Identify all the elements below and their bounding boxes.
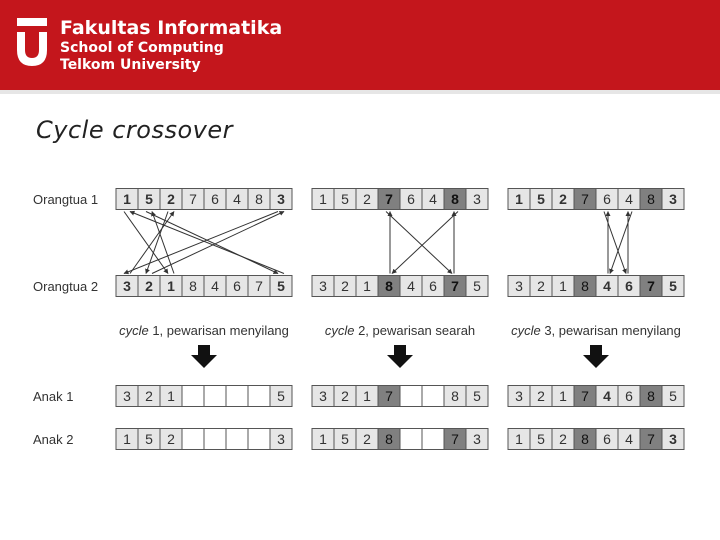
caption-text: 1, pewarisan menyilang	[148, 323, 289, 338]
gene-value: 5	[537, 191, 545, 207]
gene-cell	[422, 386, 444, 407]
gene-value: 7	[647, 431, 655, 447]
gene-value: 3	[277, 191, 285, 207]
gene-value: 5	[537, 431, 545, 447]
gene-value: 4	[603, 278, 611, 294]
gene-value: 4	[407, 278, 415, 294]
gene-value: 3	[669, 431, 677, 447]
gene-value: 4	[603, 388, 611, 404]
page-title: Cycle crossover	[36, 116, 233, 144]
gene-value: 6	[625, 278, 633, 294]
gene-value: 5	[341, 431, 349, 447]
gene-value: 6	[603, 431, 611, 447]
gene-value: 4	[625, 191, 633, 207]
gene-cell	[204, 429, 226, 450]
gene-value: 6	[211, 191, 219, 207]
cycle-arrow	[152, 212, 284, 274]
gene-value: 3	[473, 431, 481, 447]
gene-value: 7	[189, 191, 197, 207]
gene-value: 1	[123, 191, 131, 207]
gene-value: 2	[341, 388, 349, 404]
gene-value: 7	[385, 388, 393, 404]
gene-cell	[204, 386, 226, 407]
gene-value: 4	[211, 278, 219, 294]
gene-value: 3	[515, 278, 523, 294]
gene-value: 5	[341, 191, 349, 207]
gene-value: 8	[581, 431, 589, 447]
gene-value: 2	[341, 278, 349, 294]
gene-cell	[182, 386, 204, 407]
gene-cell	[182, 429, 204, 450]
row-label-child2: Anak 2	[33, 432, 74, 447]
gene-value: 1	[559, 388, 567, 404]
down-arrow-icon	[387, 345, 413, 368]
gene-value: 8	[581, 278, 589, 294]
gene-value: 3	[319, 278, 327, 294]
gene-value: 5	[669, 278, 677, 294]
gene-value: 2	[167, 431, 175, 447]
cycle-arrow	[130, 212, 284, 274]
gene-value: 5	[669, 388, 677, 404]
gene-value: 5	[145, 191, 153, 207]
gene-value: 8	[451, 388, 459, 404]
gene-value: 5	[145, 431, 153, 447]
gene-value: 1	[167, 278, 175, 294]
cycle-arrow	[610, 212, 632, 274]
gene-value: 3	[669, 191, 677, 207]
gene-value: 2	[559, 191, 567, 207]
gene-value: 6	[429, 278, 437, 294]
faculty-name: Fakultas Informatika	[60, 17, 283, 39]
row-label-child1: Anak 1	[33, 389, 74, 404]
gene-value: 8	[255, 191, 263, 207]
down-arrow-icon	[583, 345, 609, 368]
panel-caption	[119, 323, 289, 338]
gene-value: 1	[123, 431, 131, 447]
row-label-parent1: Orangtua 1	[33, 192, 99, 207]
gene-value: 8	[647, 388, 655, 404]
panel-caption	[511, 323, 681, 338]
caption-text: 3, pewarisan menyilang	[540, 323, 681, 338]
gene-value: 7	[647, 278, 655, 294]
gene-value: 1	[319, 191, 327, 207]
gene-value: 7	[451, 278, 459, 294]
gene-value: 1	[167, 388, 175, 404]
gene-value: 1	[515, 191, 523, 207]
gene-value: 6	[407, 191, 415, 207]
gene-value: 2	[363, 191, 371, 207]
gene-value: 2	[145, 278, 153, 294]
gene-cell	[226, 429, 248, 450]
gene-value: 6	[625, 388, 633, 404]
gene-cell	[400, 386, 422, 407]
gene-cell	[400, 429, 422, 450]
gene-value: 4	[233, 191, 241, 207]
gene-cell	[226, 386, 248, 407]
gene-value: 2	[537, 388, 545, 404]
gene-value: 3	[319, 388, 327, 404]
caption-cycle-word: cycle	[119, 323, 149, 338]
gene-value: 8	[647, 191, 655, 207]
gene-value: 5	[277, 388, 285, 404]
gene-value: 2	[363, 431, 371, 447]
university-name: Telkom University	[60, 57, 201, 73]
gene-value: 8	[451, 191, 459, 207]
gene-value: 3	[123, 278, 131, 294]
gene-value: 2	[559, 431, 567, 447]
cycle-arrow	[386, 212, 452, 274]
caption-cycle-word: cycle	[511, 323, 541, 338]
gene-value: 7	[581, 388, 589, 404]
gene-value: 5	[277, 278, 285, 294]
gene-value: 3	[123, 388, 131, 404]
gene-value: 3	[277, 431, 285, 447]
gene-value: 7	[255, 278, 263, 294]
gene-value: 8	[385, 431, 393, 447]
down-arrow-icon	[191, 345, 217, 368]
gene-value: 6	[233, 278, 241, 294]
caption-text: 2, pewarisan searah	[354, 323, 476, 338]
gene-cell	[248, 429, 270, 450]
gene-value: 1	[319, 431, 327, 447]
gene-value: 8	[385, 278, 393, 294]
caption-cycle-word: cycle	[324, 323, 355, 338]
gene-value: 8	[189, 278, 197, 294]
gene-value: 2	[145, 388, 153, 404]
school-name: School of Computing	[60, 40, 224, 56]
gene-value: 1	[363, 388, 371, 404]
gene-cell	[248, 386, 270, 407]
cycle-arrow	[124, 212, 278, 274]
cycle-arrow	[392, 212, 458, 274]
gene-value: 4	[429, 191, 437, 207]
cycle-arrow	[146, 212, 168, 274]
gene-value: 2	[537, 278, 545, 294]
gene-value: 1	[559, 278, 567, 294]
gene-value: 4	[625, 431, 633, 447]
gene-value: 3	[473, 191, 481, 207]
gene-value: 7	[451, 431, 459, 447]
gene-cell	[422, 429, 444, 450]
gene-value: 6	[603, 191, 611, 207]
gene-value: 7	[581, 191, 589, 207]
cycle-arrow	[146, 212, 278, 274]
gene-value: 3	[515, 388, 523, 404]
gene-value: 1	[515, 431, 523, 447]
gene-value: 1	[363, 278, 371, 294]
gene-value: 5	[473, 278, 481, 294]
gene-value: 2	[167, 191, 175, 207]
cycle-arrow	[604, 212, 626, 274]
row-label-parent2: Orangtua 2	[33, 279, 99, 294]
gene-value: 7	[385, 191, 393, 207]
gene-value: 5	[473, 388, 481, 404]
panel-caption	[325, 323, 475, 338]
